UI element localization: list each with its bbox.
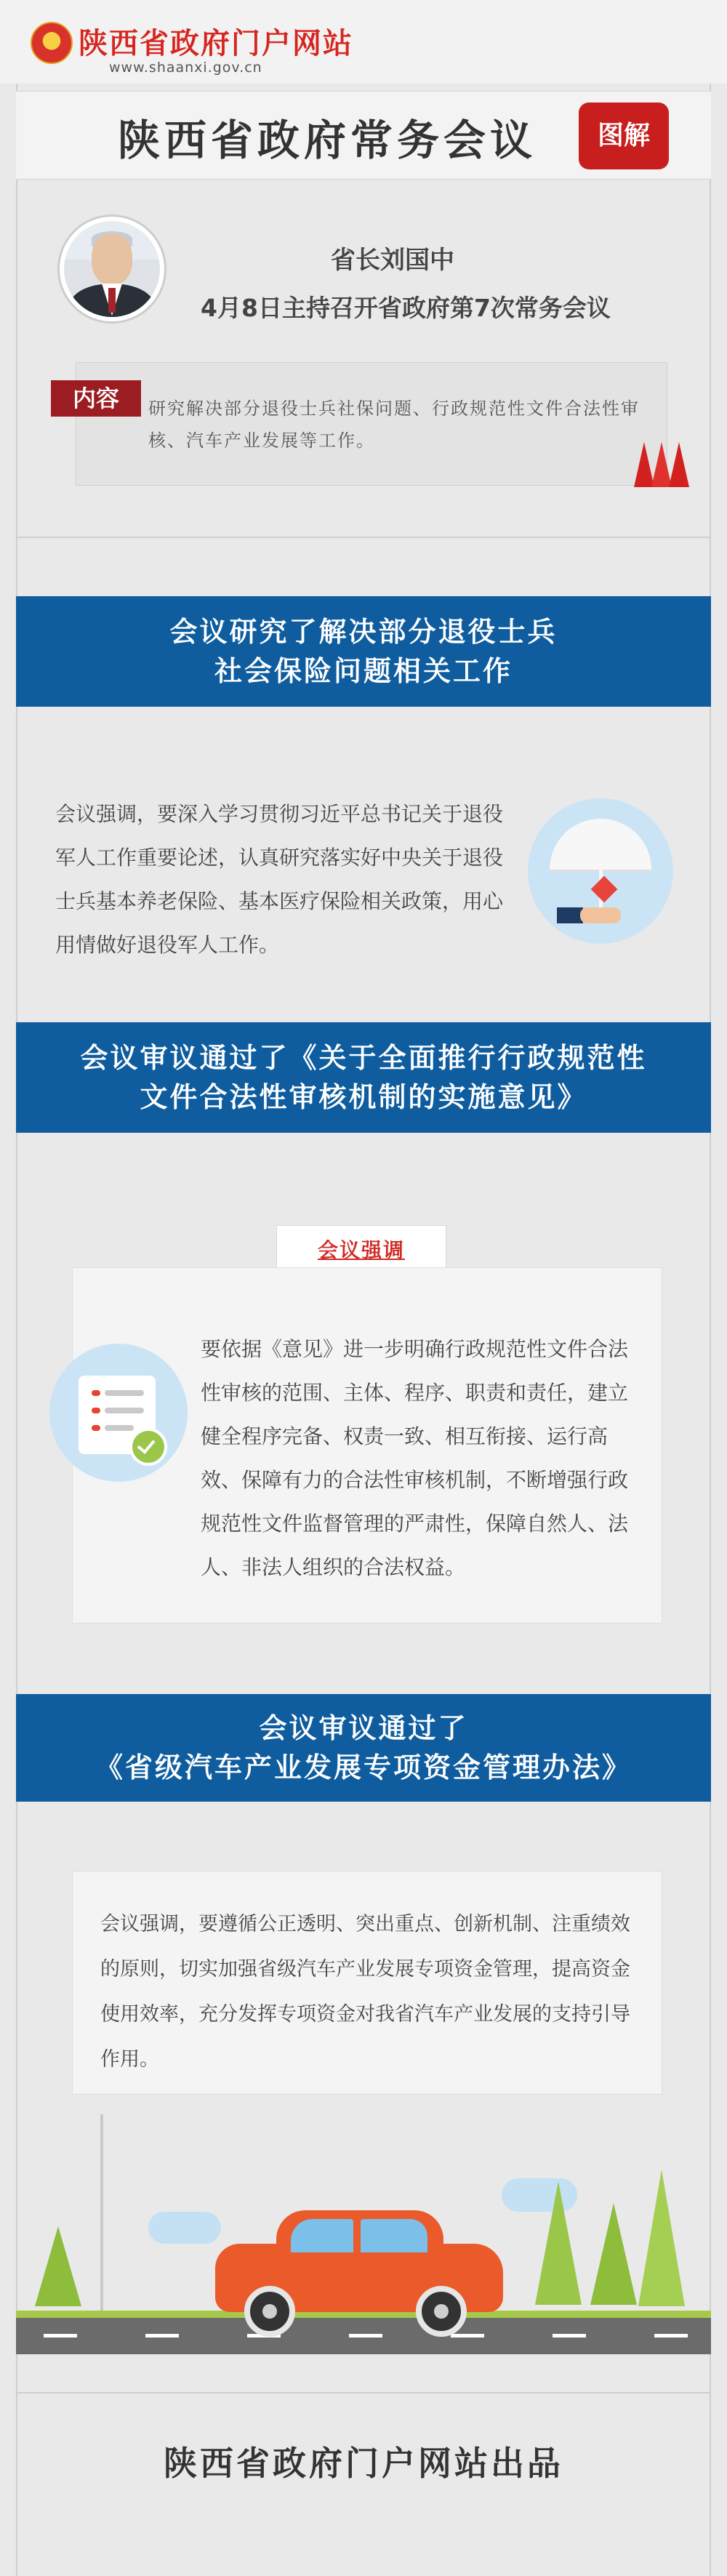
emphasis-label: 会议强调 [317,1238,405,1262]
national-emblem-icon [31,22,73,64]
car-window [291,2219,353,2252]
tree-icon [590,2203,637,2305]
section1-banner-line2: 社会保险问题相关工作 [214,655,513,687]
meeting-info: 4月8日主持召开省政府第7次常务会议 [201,294,611,322]
footer-credit: 陕西省政府门户网站出品 [164,2444,563,2483]
road-marking [44,2334,77,2338]
tree-icon [638,2170,685,2306]
site-header [0,0,727,84]
section3-banner-line2: 《省级汽车产业发展专项资金管理办法》 [95,1752,632,1783]
road-marking [349,2334,382,2338]
signpost [100,2114,103,2311]
site-url[interactable]: www.shaanxi.gov.cn [109,60,262,76]
section1-banner [16,596,711,707]
illustrated-stamp: 图解 [582,105,666,166]
road-marking [654,2334,688,2338]
car-window [361,2219,427,2252]
frame-left-line [16,0,17,2576]
section3-body: 会议强调，要遵循公正透明、突出重点、创新机制、注重绩效的原则，切实加强省级汽车产业发展专项资金管理，提高资金使用效率，充分发挥专项资金对我省汽车产业发展的支持引导作用。 [100,1913,630,2071]
road-marking [451,2334,484,2338]
footer-divider [16,2392,711,2394]
umbrella-protection-icon [528,798,673,944]
section-divider [16,537,711,538]
section1-banner-line1: 会议研究了解决部分退役士兵 [169,616,558,648]
section2-banner-line1: 会议审议通过了《关于全面推行行政规范性 [80,1042,647,1074]
section2-banner [16,1022,711,1133]
site-name[interactable]: 陕西省政府门户网站 [79,27,353,60]
red-flags-icon [634,436,692,487]
car-wheel [416,2286,467,2337]
section3-banner-line1: 会议审议通过了 [259,1712,468,1744]
leader-avatar [60,217,164,321]
section2-banner-line2: 文件合法性审核机制的实施意见》 [140,1081,587,1113]
leader-name: 省长刘国中 [331,246,454,275]
frame-right-line [710,0,711,2576]
content-summary-text: 研究解决部分退役士兵社保问题、行政规范性文件合法性审核、汽车产业发展等工作。 [148,398,640,451]
car-wheel [244,2286,295,2337]
page-title: 陕西省政府常务会议 [117,116,537,165]
road-marking [145,2334,179,2338]
section2-body: 要依据《意见》进一步明确行政规范性文件合法性审核的范围、主体、程序、职责和责任，建立健全程序完备、权责一致、相互衔接、运行高效、保障有力的合法性审核机制，不断增强行政规范性文件监督管理的严肃性，保障自然人、法人、非法人组织的合法权益。 [201,1337,629,1579]
tree-icon [535,2181,582,2305]
tree-icon [35,2226,81,2306]
road-marking [553,2334,586,2338]
section3-banner [16,1694,711,1802]
cloud-icon [148,2212,221,2244]
content-tag: 内容 [51,380,141,417]
emphasis-tab [276,1225,446,1269]
document-check-icon [49,1344,188,1482]
section1-body: 会议强调，要深入学习贯彻习近平总书记关于退役军人工作重要论述，认真研究落实好中央关于退役士兵基本养老保险、基本医疗保险相关政策，用心用情做好退役军人工作。 [55,802,504,957]
